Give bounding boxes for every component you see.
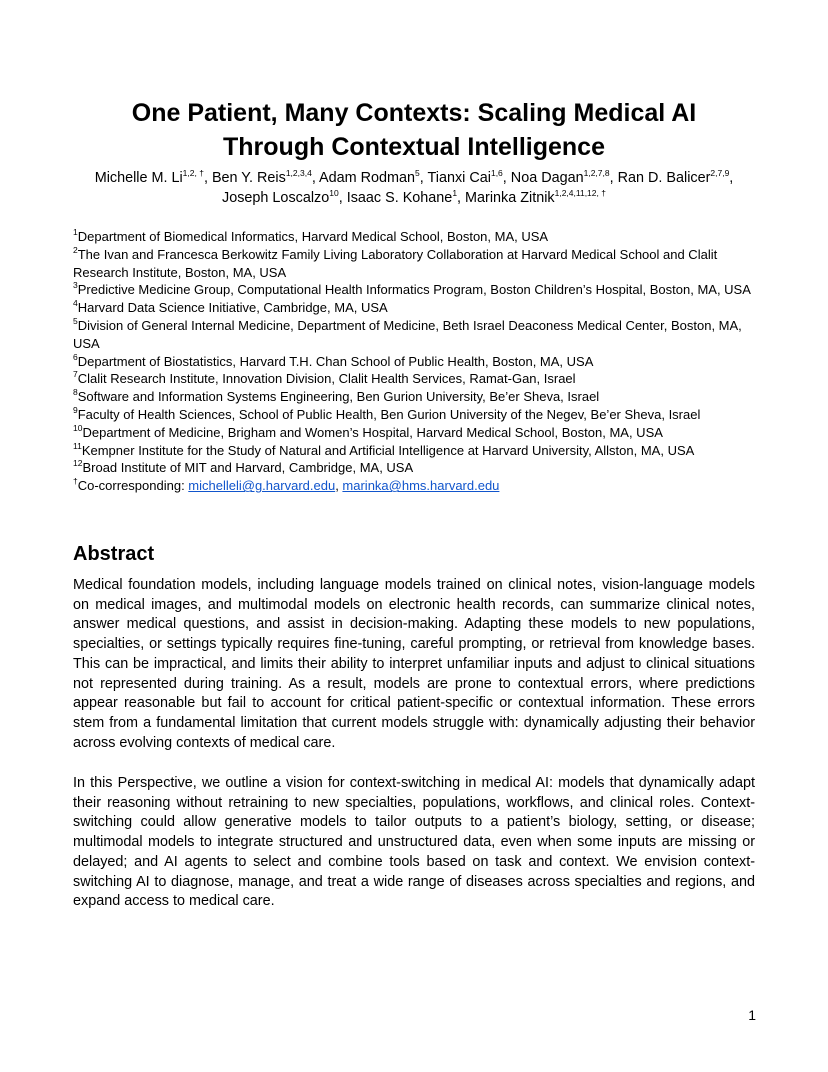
author-separator: , (609, 170, 618, 186)
affiliation-number: 3 (73, 280, 78, 291)
affiliation-list (73, 228, 763, 495)
affiliation (73, 459, 763, 477)
author (618, 170, 730, 186)
affiliation-text: Software and Information Systems Engineering, Ben Gurion University, Be’er Sheva, Israel (77, 389, 600, 405)
title-line-2: Through Contextual Intelligence (223, 133, 605, 161)
author-list (60, 168, 768, 208)
abstract-paragraph-2: In this Perspective, we outline a vision for context-switching in medical AI: models that dynamically adapt their reasoning without retraining to new specialties, populations, workflows, and clinical roles. Context-switching could allow generative models to tailor outputs to a patient’s biology, setting, or disease; multimodal models to integrate structured and unstructured data, even when some inputs are missing or delayed; and AI agents to select and combine tools based on task and context. We envision context-switching AI to diagnose, manage, and treat a wide range of diseases across specialties and regions, and expand access to medical care. (73, 775, 755, 910)
affiliation-number: 6 (73, 351, 78, 362)
author (95, 170, 204, 186)
author-affiliation-marks: 5 (415, 168, 420, 178)
affiliation (73, 317, 763, 353)
affiliation-number: 7 (73, 369, 78, 380)
dagger-mark: † (73, 476, 78, 487)
affiliation (73, 281, 763, 299)
author-name: Ran D. Balicer (617, 170, 711, 186)
affiliation (73, 388, 763, 406)
author-separator: , (203, 170, 212, 186)
author-affiliation-marks: 1,2,7,8 (583, 168, 610, 178)
author-name: Michelle M. Li (94, 170, 183, 186)
author-affiliation-marks: 1,6 (490, 168, 503, 178)
affiliation-text: Department of Biostatistics, Harvard T.H. Chan School of Public Health, Boston, MA, USA (77, 353, 594, 369)
affiliation-number: 9 (73, 404, 78, 415)
title-line-1: One Patient, Many Contexts: Scaling Medical AI (131, 99, 697, 127)
affiliation-number: 11 (73, 440, 82, 451)
affiliation-text: Faculty of Health Sciences, School of Public Health, Ben Gurion University of the Negev, Be’er Sheva, Israel (77, 406, 701, 422)
affiliation-number: 1 (73, 227, 78, 237)
affiliation (73, 353, 763, 371)
affiliation-number: 12 (73, 458, 83, 469)
affiliation-text: The Ivan and Francesca Berkowitz Family Living Laboratory Collaboration at Harvard Medical School and Clalit Research Institute, Boston, MA, USA (73, 246, 718, 280)
affiliation-number: 8 (73, 387, 78, 398)
correspondence-label: Co-corresponding: (77, 478, 189, 494)
author-separator: , (338, 190, 347, 206)
author-separator: , (419, 170, 428, 186)
author-affiliation-marks: 2,7,9 (710, 168, 730, 178)
email-link-michelle[interactable]: michelleli@g.harvard.edu (188, 478, 336, 494)
author-separator: , (311, 170, 320, 186)
author-name: Isaac S. Kohane (346, 190, 453, 206)
author-name: Noa Dagan (510, 170, 584, 186)
author-affiliation-marks: 1,2,3,4 (285, 168, 312, 178)
affiliation-text: Broad Institute of MIT and Harvard, Cambridge, MA, USA (82, 460, 414, 476)
author-name: Ben Y. Reis (211, 170, 286, 186)
affiliation (73, 299, 763, 317)
author-name: Joseph Loscalzo (222, 190, 330, 206)
affiliation (73, 424, 763, 442)
abstract-paragraph-1: Medical foundation models, including language models trained on clinical notes, vision-language models on medical images, and multimodal models on electronic health records, can summarize clinical notes, answer medical questions, and assist in decision-making. Adapting these models to new populations, specialties, or settings typically requires fine-tuning, careful prompting, or retrieval from knowledge bases. This can be impractical, and limits their ability to interpret unfamiliar inputs and adjust to clinical situations not represented during training. As a result, models are prone to contextual errors, where predictions appear reasonable but fail to account for critical patient-specific or contextual information. These errors stem from a fundamental limitation that current models struggle with: dynamically adjusting their behavior across evolving contexts of medical care. (73, 577, 755, 751)
affiliation-text: Department of Medicine, Brigham and Women’s Hospital, Harvard Medical School, Boston, MA, USA (82, 424, 663, 440)
author-name: Marinka Zitnik (465, 190, 555, 206)
affiliation-text: Department of Biomedical Informatics, Harvard Medical School, Boston, MA, USA (77, 229, 549, 244)
affiliation-text: Predictive Medicine Group, Computational Health Informatics Program, Boston Children’s Hospital, Boston, MA, USA (77, 282, 751, 298)
affiliation-number: 10 (73, 422, 83, 433)
affiliation (73, 406, 763, 424)
author (511, 170, 610, 186)
author (319, 170, 420, 186)
author-separator: , (729, 170, 734, 186)
abstract-heading: Abstract (73, 543, 155, 565)
author-name: Tianxi Cai (427, 170, 491, 186)
page-number: 1 (748, 1007, 756, 1023)
affiliation-text: Clalit Research Institute, Innovation Division, Clalit Health Services, Ramat-Gan, Israel (77, 371, 576, 387)
author-separator: , (457, 190, 466, 206)
author (212, 170, 312, 186)
affiliation-text: Kempner Institute for the Study of Natural and Artificial Intelligence at Harvard University, Allston, MA, USA (81, 442, 695, 458)
author-affiliation-marks: 1 (452, 188, 458, 198)
affiliation-number: 4 (73, 298, 78, 309)
affiliation-text: Harvard Data Science Initiative, Cambridge, MA, USA (77, 300, 388, 316)
author-separator: , (502, 170, 511, 186)
author (465, 190, 606, 206)
affiliation-number: 5 (73, 315, 78, 326)
affiliation (73, 370, 763, 388)
affiliation-number: 2 (73, 244, 78, 255)
author (347, 190, 457, 206)
author-affiliation-marks: 1,2, † (182, 168, 204, 178)
affiliation (73, 246, 763, 282)
author (222, 190, 339, 206)
affiliation (73, 228, 763, 246)
paper-title (60, 96, 768, 164)
author (428, 170, 503, 186)
email-separator: , (335, 478, 343, 494)
email-link-marinka[interactable]: marinka@hms.harvard.edu (342, 478, 500, 494)
author-affiliation-marks: 10 (329, 188, 339, 198)
affiliation (73, 442, 763, 460)
author-name: Adam Rodman (319, 170, 416, 186)
affiliation-text: Division of General Internal Medicine, Department of Medicine, Beth Israel Deaconess Medical Center, Boston, MA, USA (73, 317, 742, 351)
author-affiliation-marks: 1,2,4,11,12, † (554, 188, 606, 198)
correspondence-line (73, 477, 763, 495)
